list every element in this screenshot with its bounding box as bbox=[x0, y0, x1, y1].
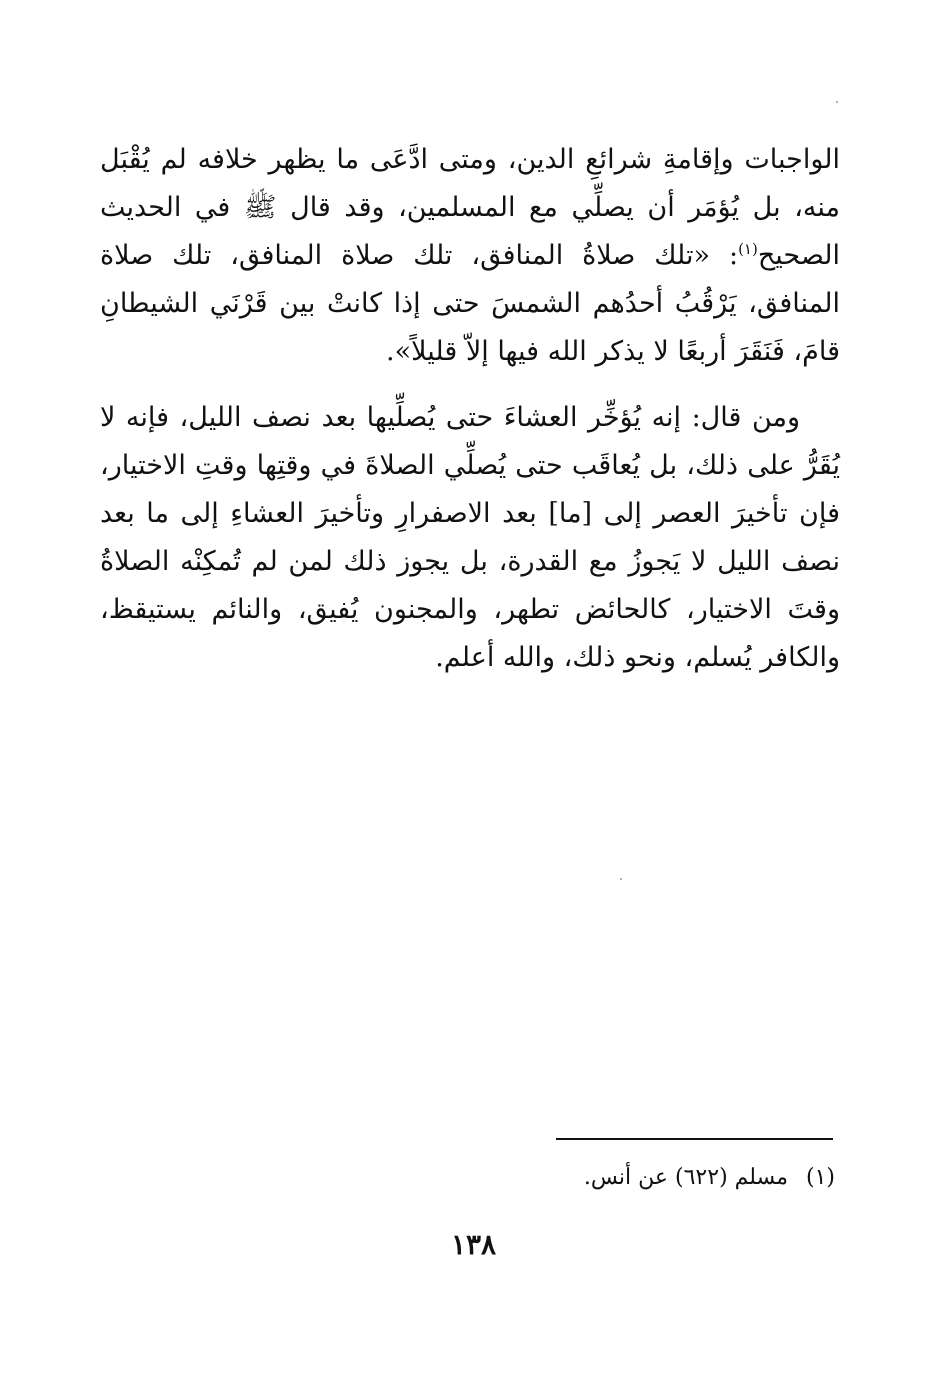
footnote-reference: (١) bbox=[738, 240, 758, 258]
paragraph-1-hadith-text: : «تلك صلاةُ المنافق، تلك صلاة المنافق، تلك صلاة المنافق، يَرْقُبُ أحدُهم الشمسَ حتى إذا كانتْ بين قَرْنَي الشيطانِ قامَ، فَنَقَرَ أربعًا لا يذكر الله فيها إلاّ قليلاً». bbox=[100, 240, 840, 367]
footnote-number: (١) bbox=[805, 1165, 835, 1190]
page-number: ١٣٨ bbox=[450, 1228, 497, 1261]
footnote-separator bbox=[556, 1138, 833, 1140]
paragraph-2: ومن قال: إنه يُؤخِّر العشاءَ حتى يُصلِّيها بعد نصف الليل، فإنه لا يُقَرُّ على ذلك، بل يُعاقَب حتى يُصلِّي الصلاةَ في وقتِها وقتِ الاختيار، فإن تأخيرَ العصر إلى [ما] بعد الاصفرارِ وتأخيرَ العشاءِ إلى ما بعد نصف الليل لا يَجوزُ مع القدرة، بل يجوز ذلك لمن لم تُمكِنْه الصلاةُ وقتَ الاختيار، كالحائض تطهر، والمجنون يُفيق، والنائم يستيقظ، والكافر يُسلم، ونحو ذلك، والله أعلم. bbox=[100, 402, 840, 673]
paragraph-1-text: الواجبات وإقامةِ شرائعِ الدين، ومتى ادَّعَى ما يظهر خلافه لم يُقْبَل منه، بل يُؤمَر أن يصلِّي مع المسلمين، وقد قال ﷺ في الحديث الصحيح bbox=[100, 144, 840, 271]
main-text-paragraph-1 bbox=[100, 136, 840, 376]
scan-speck bbox=[836, 101, 838, 103]
footnote-text: مسلم (٦٢٢) عن أنس. bbox=[583, 1165, 788, 1190]
footnote-1 bbox=[380, 1162, 835, 1194]
main-text-paragraph-2 bbox=[100, 394, 840, 682]
scan-speck bbox=[620, 878, 622, 880]
paragraph-1 bbox=[100, 136, 840, 376]
